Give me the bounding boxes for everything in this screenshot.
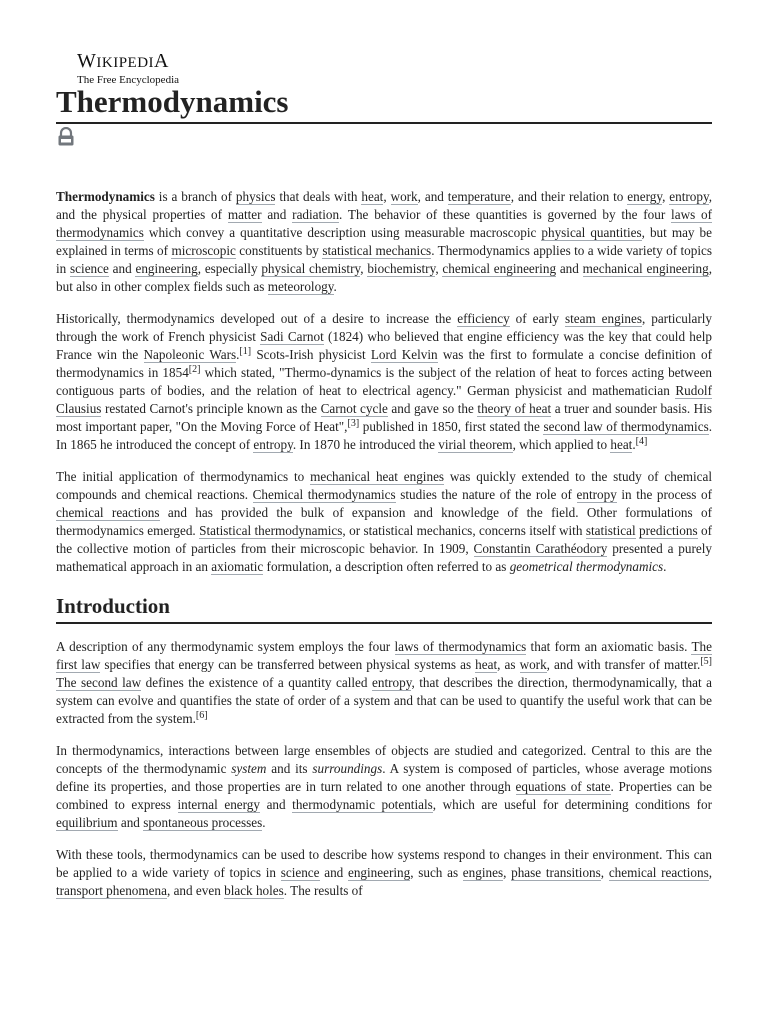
intro-paragraph-3: The initial application of thermodynamics to mechanical heat engines was quickly extended to the study of chemical compounds and chemical reactions. Chemical thermodynamics studies the nature of the role of entropy in the process of chemical reactions and has provided the bulk of expansion and knowledge of the field. Other formulations of thermodynamics emerged. Statistical thermodynamics, or statistical mechanics, concerns itself with statistical predictions of the collective motion of particles from their microscopic behavior. In 1909, Constantin Carathéodory presented a purely mathematical approach in an axiomatic formulation, a description often referred to as geometrical thermodynamics. [56,469,713,574]
link-theory-of-heat[interactable]: theory of heat [477,401,552,416]
link-statistical-mechanics[interactable]: statistical mechanics [322,243,432,258]
link-virial-theorem[interactable]: virial theorem [438,437,513,452]
lock-icon[interactable] [56,127,76,147]
link-second-law-of-thermodynamics[interactable]: second law of thermodynamics [543,419,709,434]
link-heat[interactable]: heat [475,657,498,672]
section-paragraph-2: In thermodynamics, interactions between large ensembles of objects are studied and categorized. Central to this are the concepts of the thermodynamic system and its surroundings. A system is composed of particles, whose average motions define its properties, and those properties are in turn related to one another through equations of state. Properties can be combined to express internal energy and thermodynamic potentials, which are useful for determining conditions for equilibrium and spontaneous processes. [56,743,712,830]
link-science[interactable]: science [70,261,109,276]
section-paragraph-1: A description of any thermodynamic system employs the four laws of thermodynamics that form an axiomatic basis. The first law specifies that energy can be transferred between physical systems as heat, as work, and with transfer of matter.[5] The second law defines the existence of a quantity called entropy, that describes the direction, thermodynamically, that a system can evolve and quantifies the state of order of a system and that can be used to quantify the useful work that can be extracted from the system.[6] [56,639,712,726]
link-physics[interactable]: physics [235,189,276,204]
section-heading-introduction: Introduction [56,592,712,624]
link-entropy[interactable]: entropy [669,189,709,204]
reference-6[interactable]: [6] [195,710,208,721]
link-temperature[interactable]: temperature [447,189,511,204]
link-napoleonic-wars[interactable]: Napoleonic Wars [143,347,237,362]
link-second-law[interactable]: The second law [56,675,142,690]
link-black-holes[interactable]: black holes [224,883,284,898]
link-entropy[interactable]: entropy [372,675,412,690]
link-entropy[interactable]: entropy [576,487,617,502]
intro-paragraph-1: Thermodynamics is a branch of physics that deals with heat, work, and temperature, and their relation to energy, entropy, and the physical properties of matter and radiation. The behavior of these quantities is governed by the four laws of thermodynamics which convey a quantitative description using measurable macroscopic physical quantities, but may be explained in terms of microscopic constituents by statistical mechanics. Thermodynamics applies to a wide variety of topics in science and engineering, especially physical chemistry, biochemistry, chemical engineering and mechanical engineering, but also in other complex fields such as meteorology. [56,189,713,294]
link-heat[interactable]: heat [361,189,384,204]
wikipedia-logo[interactable] [77,50,179,86]
link-entropy[interactable]: entropy [253,437,293,452]
article-body [56,188,712,908]
link-chemical-reactions[interactable]: chemical reactions [608,865,709,880]
logo-wordmark: WIKIPEDIA [77,50,169,72]
link-first-law[interactable]: The first law [56,639,712,672]
reference-2[interactable]: [2] [188,364,201,375]
reference-1[interactable]: [1] [239,346,252,357]
italic-term: geometrical thermodynamics [509,559,664,574]
link-biochemistry[interactable]: biochemistry [367,261,436,276]
link-laws-of-thermodynamics[interactable]: laws of thermodynamics [394,639,527,654]
link-physical-chemistry[interactable]: physical chemistry [261,261,361,276]
link-chemical-engineering[interactable]: chemical engineering [442,261,557,276]
link-engineering[interactable]: engineering [135,261,198,276]
link-chemical-thermodynamics[interactable]: Chemical thermodynamics [252,487,396,502]
link-statistical-thermodynamics[interactable]: Statistical thermodynamics [199,523,343,538]
link-microscopic[interactable]: microscopic [171,243,236,258]
reference-4[interactable]: [4] [635,436,648,447]
link-mechanical-engineering[interactable]: mechanical engineering [582,261,709,276]
link-efficiency[interactable]: efficiency [457,311,510,326]
link-chemical-reactions[interactable]: chemical reactions [56,505,160,520]
link-spontaneous-processes[interactable]: spontaneous processes [143,815,263,830]
link-energy[interactable]: energy [627,189,663,204]
link-transport-phenomena[interactable]: transport phenomena [56,883,167,898]
link-internal-energy[interactable]: internal energy [177,797,260,812]
link-phase-transitions[interactable]: phase transitions [511,865,601,880]
link-steam-engines[interactable]: steam engines [564,311,642,326]
link-engineering[interactable]: engineering [347,865,411,880]
link-thermodynamic-potentials[interactable]: thermodynamic potentials [292,797,433,812]
link-sadi-carnot[interactable]: Sadi Carnot [260,329,324,344]
reference-5[interactable]: [5] [700,656,712,667]
section-paragraph-3: With these tools, thermodynamics can be used to describe how systems respond to changes in their environment. This can be applied to a wide variety of topics in science and engineering, such as engines, phase transitions, chemical reactions, transport phenomena, and even black holes. The results of [56,847,713,898]
link-radiation[interactable]: radiation [292,207,340,222]
intro-paragraph-2: Historically, thermodynamics developed out of a desire to increase the efficiency of early steam engines, particularly through the work of French physicist Sadi Carnot (1824) who believed that engine efficiency was the key that could help France win the Napoleonic Wars.[1] Scots-Irish physicist Lord Kelvin was the first to formulate a concise definition of thermodynamics in 1854[2] which stated, "Thermo-dynamics is the subject of the relation of heat to forces acting between contiguous parts of bodies, and the relation of heat to electrical agency." German physicist and mathematician Rudolf Clausius restated Carnot's principle known as the Carnot cycle and gave so the theory of heat a truer and sounder basis. His most important paper, "On the Moving Force of Heat",[3] published in 1850, first stated the second law of thermodynamics. In 1865 he introduced the concept of entropy. In 1870 he introduced the virial theorem, which applied to heat.[4] [56,311,713,452]
link-equilibrium[interactable]: equilibrium [56,815,118,830]
link-statistical[interactable]: statistical [585,523,636,538]
link-physical-quantities[interactable]: physical quantities [541,225,642,240]
link-science[interactable]: science [280,865,320,880]
italic-surroundings: surroundings [312,761,383,776]
link-heat[interactable]: heat [610,437,633,452]
link-lord-kelvin[interactable]: Lord Kelvin [370,347,438,362]
link-matter[interactable]: matter [227,207,262,222]
link-carnot-cycle[interactable]: Carnot cycle [320,401,388,416]
link-engines[interactable]: engines [462,865,504,880]
link-mechanical-heat-engines[interactable]: mechanical heat engines [310,469,445,484]
link-work[interactable]: work [390,189,418,204]
bold-term: Thermodynamics [56,189,155,204]
link-meteorology[interactable]: meteorology [267,279,334,294]
page-title: Thermodynamics [56,82,712,124]
link-rudolf-clausius[interactable]: Rudolf Clausius [56,383,712,416]
link-constantin-caratheodory[interactable]: Constantin Carathéodory [473,541,608,556]
link-laws-of-thermodynamics[interactable]: laws of thermodynamics [56,207,713,240]
italic-system: system [231,761,267,776]
link-axiomatic[interactable]: axiomatic [211,559,264,574]
logo-tagline: The Free Encyclopedia [77,74,180,86]
link-predictions[interactable]: predictions [639,523,698,538]
link-work[interactable]: work [519,657,547,672]
reference-3[interactable]: [3] [347,418,360,429]
link-equations-of-state[interactable]: equations of state [515,779,611,794]
